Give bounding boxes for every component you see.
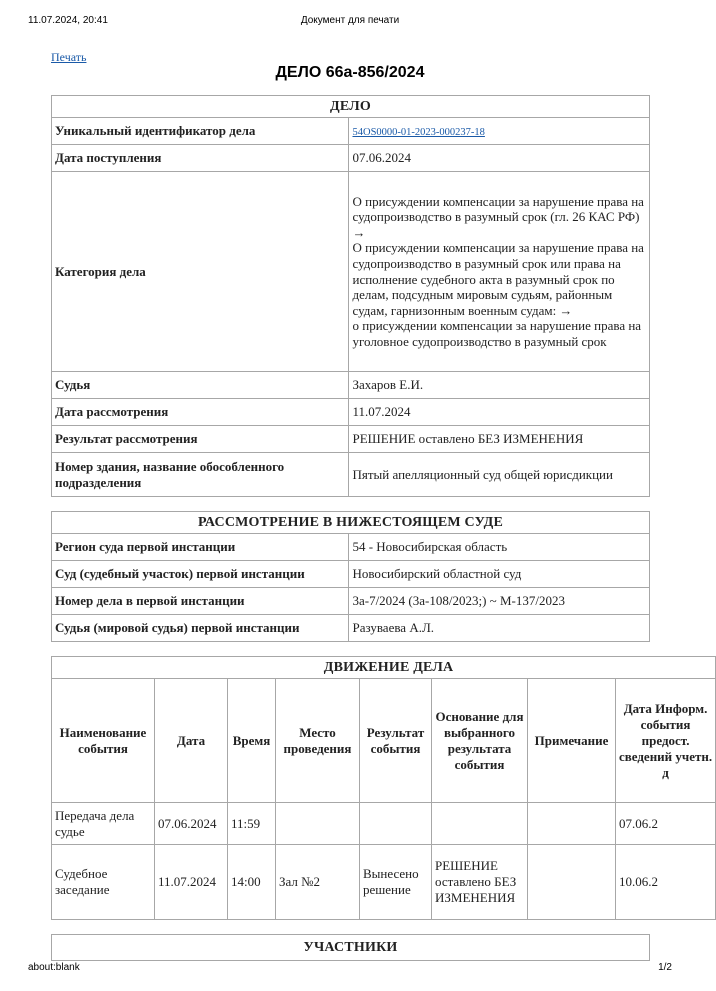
result-value: РЕШЕНИЕ оставлено БЕЗ ИЗМЕНЕНИЯ [349,426,650,453]
page-number: 1/2 [658,962,672,973]
cell-time: 14:00 [228,845,276,920]
first-court-value: Новосибирский областной суд [349,561,650,588]
cell-result [360,803,432,845]
cell-result: Вынесено решение [360,845,432,920]
first-case-number-label: Номер дела в первой инстанции [52,588,349,615]
cell-basis: РЕШЕНИЕ оставлено БЕЗ ИЗМЕНЕНИЯ [432,845,528,920]
movement-table [51,656,716,920]
col-info-date: Дата Информ. события предост. сведений учетн. д [616,679,716,803]
cell-date: 07.06.2024 [155,803,228,845]
result-label: Результат рассмотрения [52,426,349,453]
case-section-heading: ДЕЛО [52,96,650,118]
case-id-link[interactable]: 54OS0000-01-2023-000237-18 [352,127,485,138]
col-note: Примечание [528,679,616,803]
receipt-date-value: 07.06.2024 [349,145,650,172]
cell-note [528,845,616,920]
case-id-label: Уникальный идентификатор дела [52,118,349,145]
receipt-date-label: Дата поступления [52,145,349,172]
category-line: о присуждении компенсации за нарушение права на уголовное судопроизводство в разумный срок [352,318,642,349]
movement-heading: ДВИЖЕНИЕ ДЕЛА [52,657,716,679]
category-value [349,172,650,372]
print-link[interactable]: Печать [51,50,87,64]
cell-note [528,803,616,845]
col-result: Результат события [360,679,432,803]
review-date-label: Дата рассмотрения [52,399,349,426]
first-case-number-value: 3а-7/2024 (3а-108/2023;) ~ М-137/2023 [349,588,650,615]
movement-section [51,656,713,932]
participants-table [51,934,650,961]
case-section [51,95,663,497]
col-time: Время [228,679,276,803]
judge-value: Захаров Е.И. [349,372,650,399]
cell-info-date: 10.06.2 [616,845,716,920]
case-title: ДЕЛО 66а-856/2024 [275,64,425,81]
lower-court-section [51,511,663,642]
cell-info-date: 07.06.2 [616,803,716,845]
case-table [51,95,650,497]
participants-heading: УЧАСТНИКИ [52,935,650,961]
lower-court-table [51,511,650,642]
print-url: about:blank [28,962,80,973]
table-row [52,845,716,920]
cell-basis [432,803,528,845]
participants-section [51,934,663,958]
col-date: Дата [155,679,228,803]
first-court-label: Суд (судебный участок) первой инстанции [52,561,349,588]
table-row [52,803,716,845]
print-doc-title: Документ для печати [300,15,400,26]
col-basis: Основание для выбранного результата события [432,679,528,803]
col-event-name: Наименование события [52,679,155,803]
col-place: Место проведения [276,679,360,803]
cell-date: 11.07.2024 [155,845,228,920]
building-label: Номер здания, название обособленного подразделения [52,453,349,497]
first-judge-label: Судья (мировой судья) первой инстанции [52,615,349,642]
review-date-value: 11.07.2024 [349,399,650,426]
building-value: Пятый апелляционный суд общей юрисдикции [349,453,650,497]
print-datetime: 11.07.2024, 20:41 [28,15,108,26]
cell-event: Судебное заседание [52,845,155,920]
category-line: О присуждении компенсации за нарушение права на судопроизводство в разумный срок (гл. 26 КАС РФ) → [352,193,644,240]
region-label: Регион суда первой инстанции [52,534,349,561]
cell-time: 11:59 [228,803,276,845]
judge-label: Судья [52,372,349,399]
cell-place: Зал №2 [276,845,360,920]
category-label: Категория дела [52,172,349,372]
category-line: О присуждении компенсации за нарушение права на судопроизводство в разумный срок или права на исполнение судебного акта в разумный срок по делам, подсудным мировым судьям, районным судам, гарнизонным военным судам: → [352,240,644,318]
first-judge-value: Разуваева А.Л. [349,615,650,642]
lower-court-heading: РАССМОТРЕНИЕ В НИЖЕСТОЯЩЕМ СУДЕ [52,512,650,534]
cell-place [276,803,360,845]
cell-event: Передача дела судье [52,803,155,845]
region-value: 54 - Новосибирская область [349,534,650,561]
